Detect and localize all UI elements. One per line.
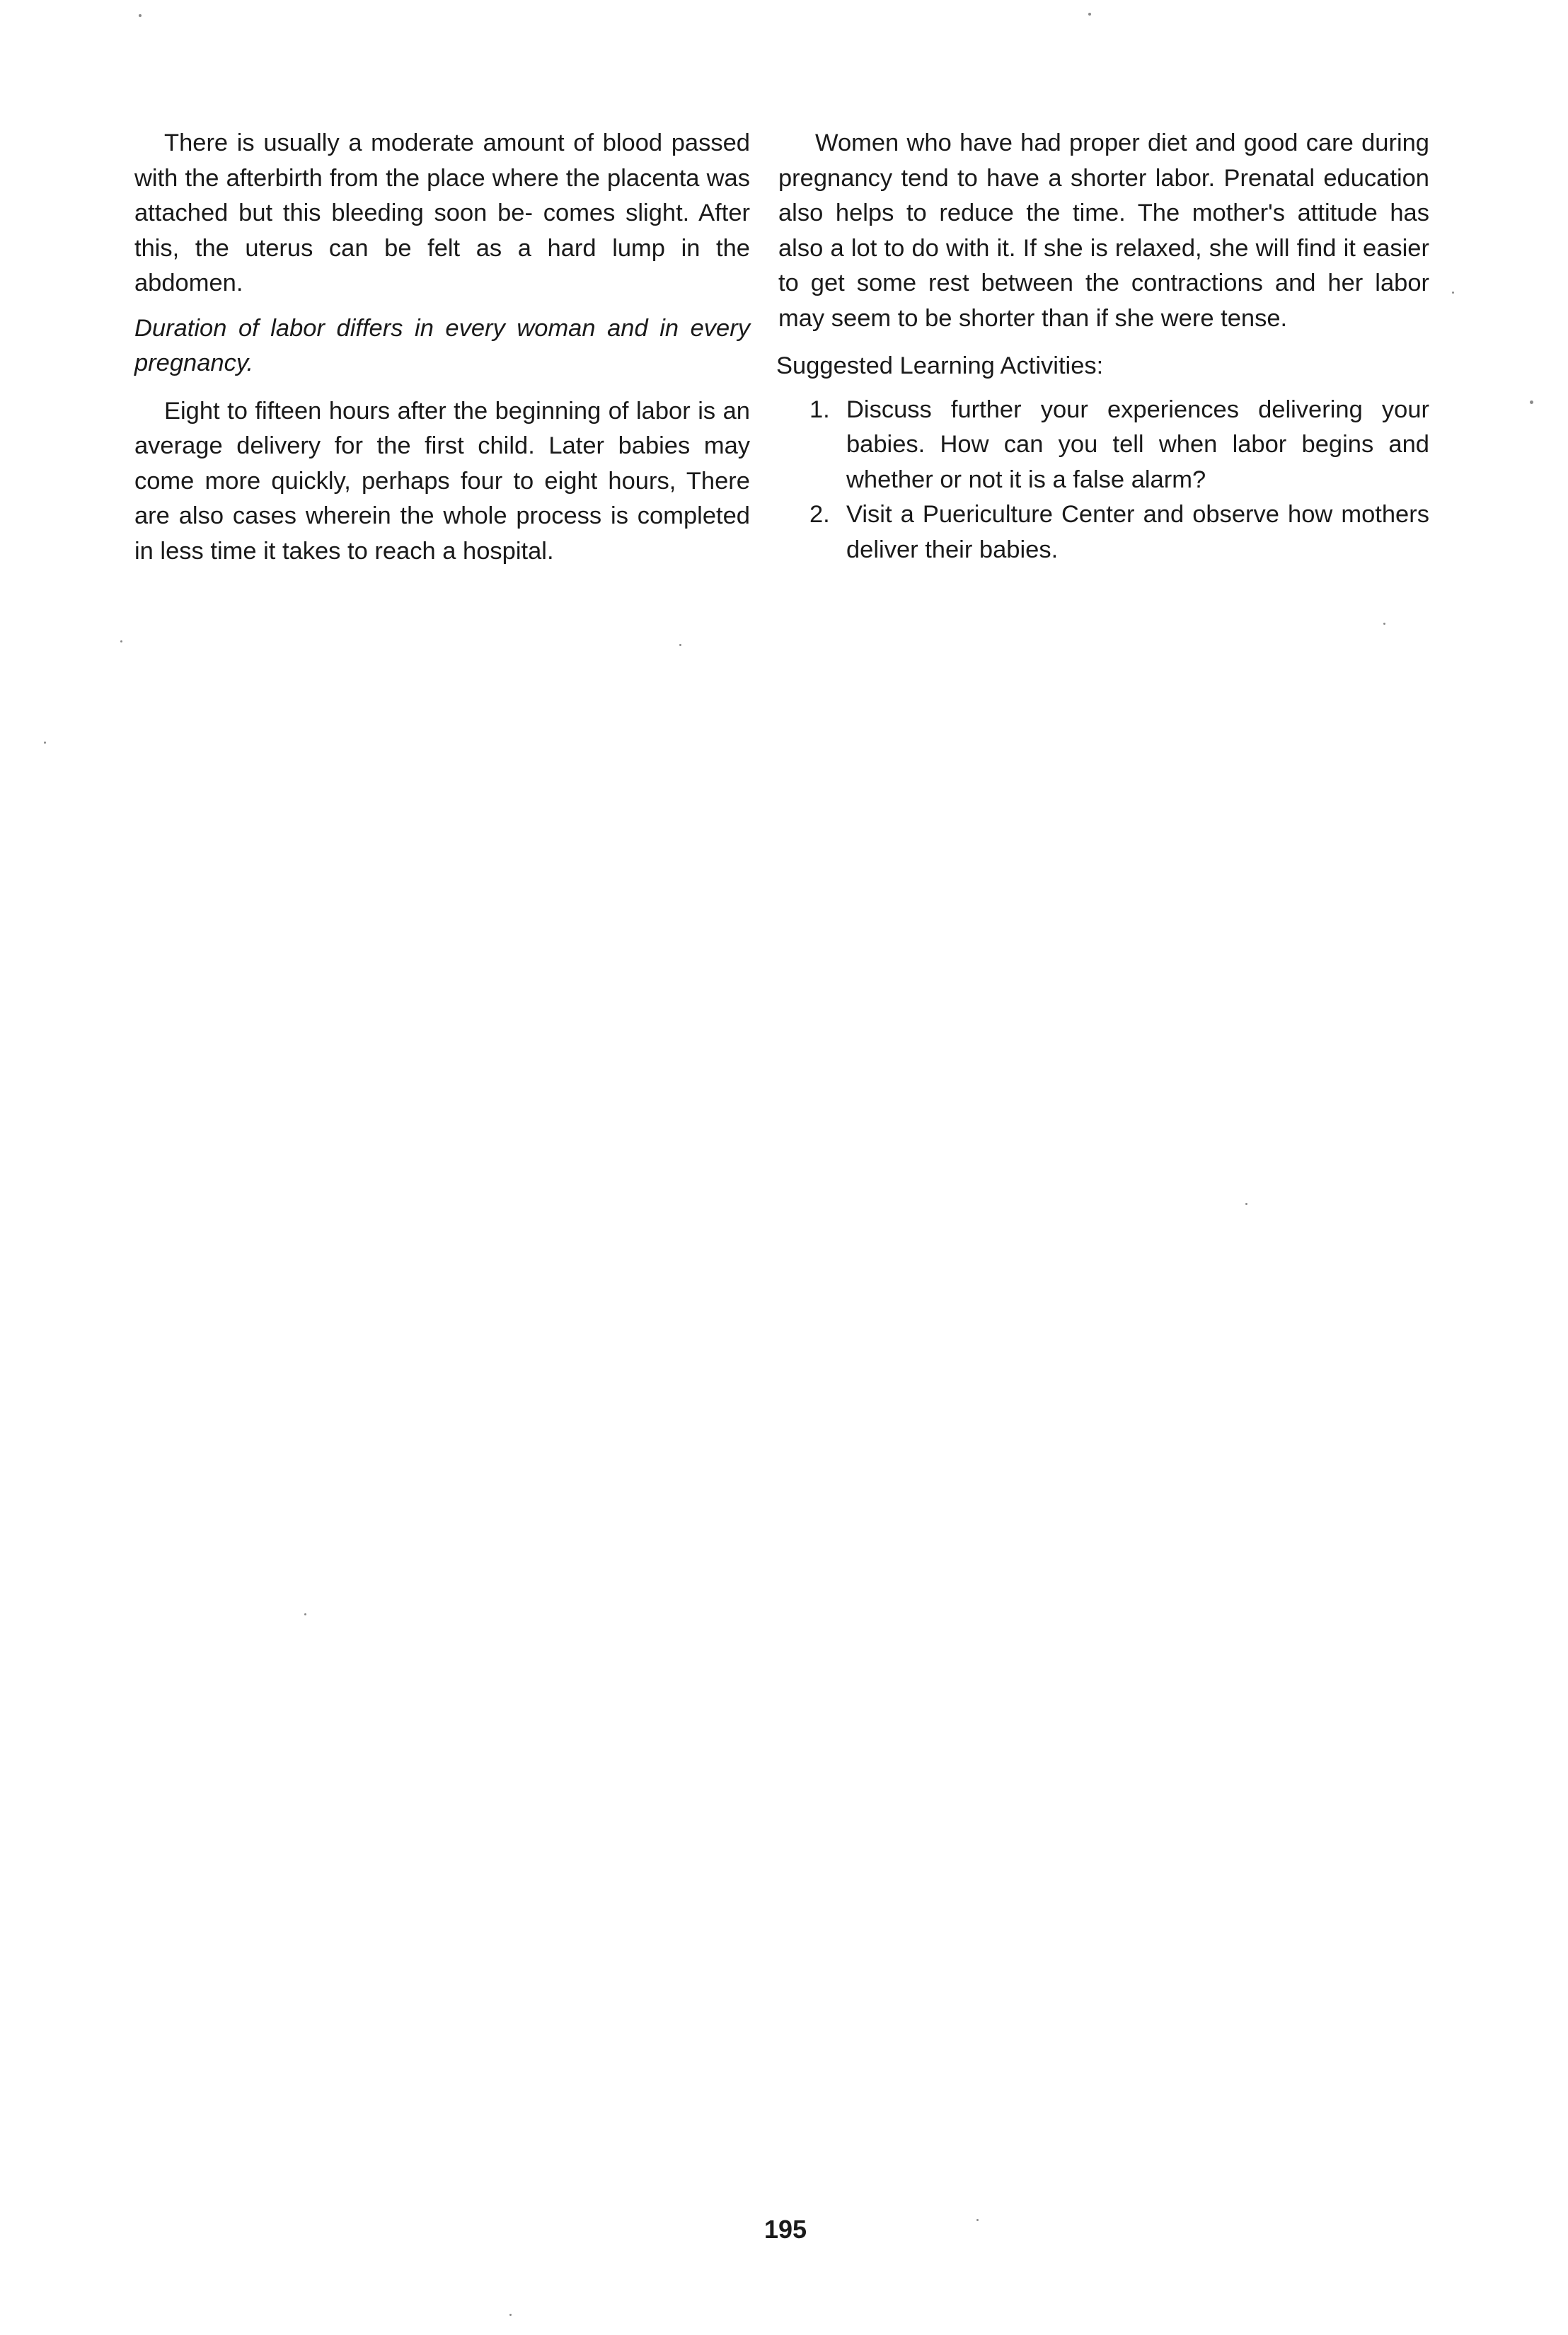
scan-speck: [1383, 623, 1385, 625]
scan-speck: [304, 1613, 306, 1615]
activity-item: [778, 393, 1429, 498]
right-column: [778, 126, 1429, 567]
left-column: [134, 126, 750, 579]
scan-speck: [139, 14, 142, 17]
scan-speck: [1452, 292, 1454, 294]
activity-item: [778, 497, 1429, 567]
scan-speck: [679, 644, 681, 646]
section-heading: Suggested Learning Activities:: [776, 352, 1104, 379]
scan-speck: [44, 742, 46, 744]
paragraph-duration-italic: Duration of labor differs in every woman and in every pregnancy.: [134, 314, 750, 376]
activity-list: [778, 393, 1429, 568]
scan-speck: [509, 2314, 512, 2316]
activity-text: Visit a Puericulture Center and observe how mothers deliver their babies.: [846, 501, 1429, 563]
scan-speck: [1088, 13, 1091, 16]
scan-speck: [1245, 1203, 1247, 1205]
paragraph-delivery-hours: Eight to fifteen hours after the beginning of labor is an average delivery for the first child. Later babies may come more quickly, perhaps four to eight hours, There are also cases wherein the whole process is completed in less time it takes to reach a hospital.: [134, 397, 750, 565]
activity-text: Discuss further your experiences delivering your babies. How can you tell when labor begins and whether or not it is a false alarm?: [846, 396, 1429, 493]
scan-speck: [120, 640, 122, 642]
scan-speck: [976, 2219, 979, 2221]
paragraph-afterbirth: There is usually a moderate amount of blood passed with the afterbirth from the place where the placenta was attached but this bleeding soon be- comes slight. After this, the uterus can be felt as a hard lump in the abdomen.: [134, 129, 750, 296]
paragraph-shorter-labor: Women who have had proper diet and good care during pregnancy tend to have a shorter labor. Prenatal education also helps to reduce the time. The mother's attitude has also a lot to do with it. If she is relaxed, she will find it easier to get some rest between the contractions and her labor may seem to be shorter than if she were tense.: [778, 129, 1429, 332]
activity-number: 1.: [809, 396, 830, 423]
activity-number: 2.: [809, 501, 830, 528]
scan-speck: [1530, 400, 1533, 404]
page-number: 195: [763, 2215, 807, 2244]
